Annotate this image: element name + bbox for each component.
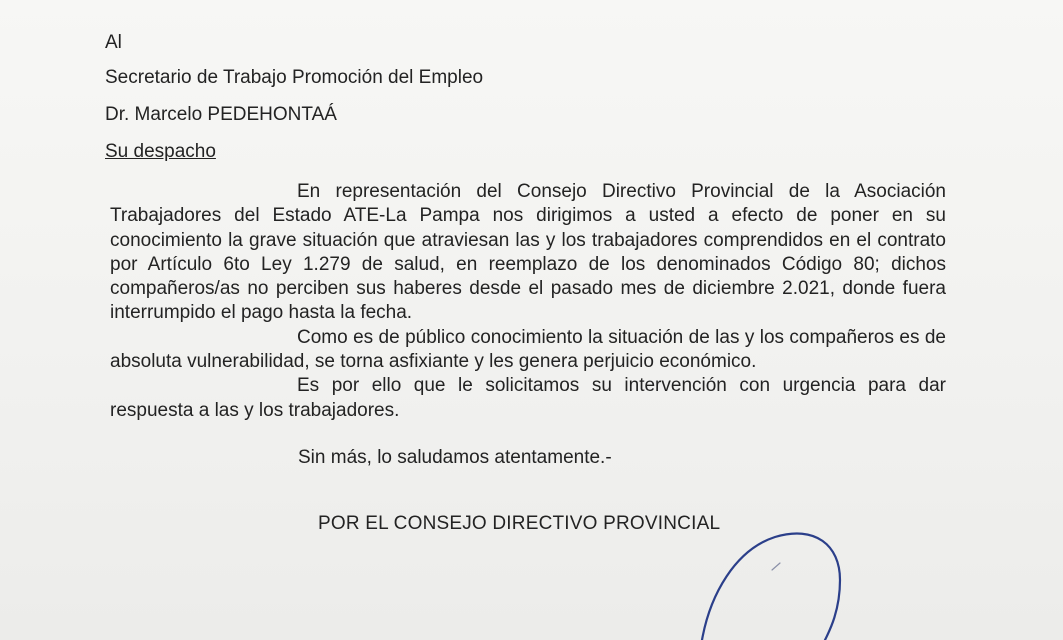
signer-line: POR EL CONSEJO DIRECTIVO PROVINCIAL xyxy=(318,513,721,534)
body-paragraph-2: Como es de público conocimiento la situación de las y los compañeros es de absoluta vulnerabilidad, se torna asfixiante y les genera perjuicio económico. xyxy=(110,326,946,373)
letter-body xyxy=(110,180,946,423)
signature-loop xyxy=(702,534,840,640)
signature-mark xyxy=(680,525,880,640)
closing-line: Sin más, lo saludamos atentamente.- xyxy=(298,447,612,468)
recipient-name: Dr. Marcelo PEDEHONTAÁ xyxy=(105,104,337,125)
signature-tick xyxy=(772,563,780,570)
body-paragraph-3: Es por ello que le solicitamos su intervención con urgencia para dar respuesta a las y los trabajadores. xyxy=(110,375,946,421)
recipient-prefix: Al xyxy=(105,32,122,53)
body-paragraph-1: En representación del Consejo Directivo Provincial de la Asociación Trabajadores del Estado ATE-La Pampa nos dirigimos a usted a efecto de poner en su conocimiento la grave situación que atraviesan las y los trabajadores comprendidos en el contrato por Artículo 6to Ley 1.279 de salud, en reemplazo de los denominados Código 80; dichos compañeros/as no perciben sus haberes desde el pasado mes de diciembre 2.021, donde fuera interrumpido el pago hasta la fecha. xyxy=(110,181,946,324)
recipient-title: Secretario de Trabajo Promoción del Empleo xyxy=(105,67,484,88)
recipient-office: Su despacho xyxy=(105,141,216,162)
